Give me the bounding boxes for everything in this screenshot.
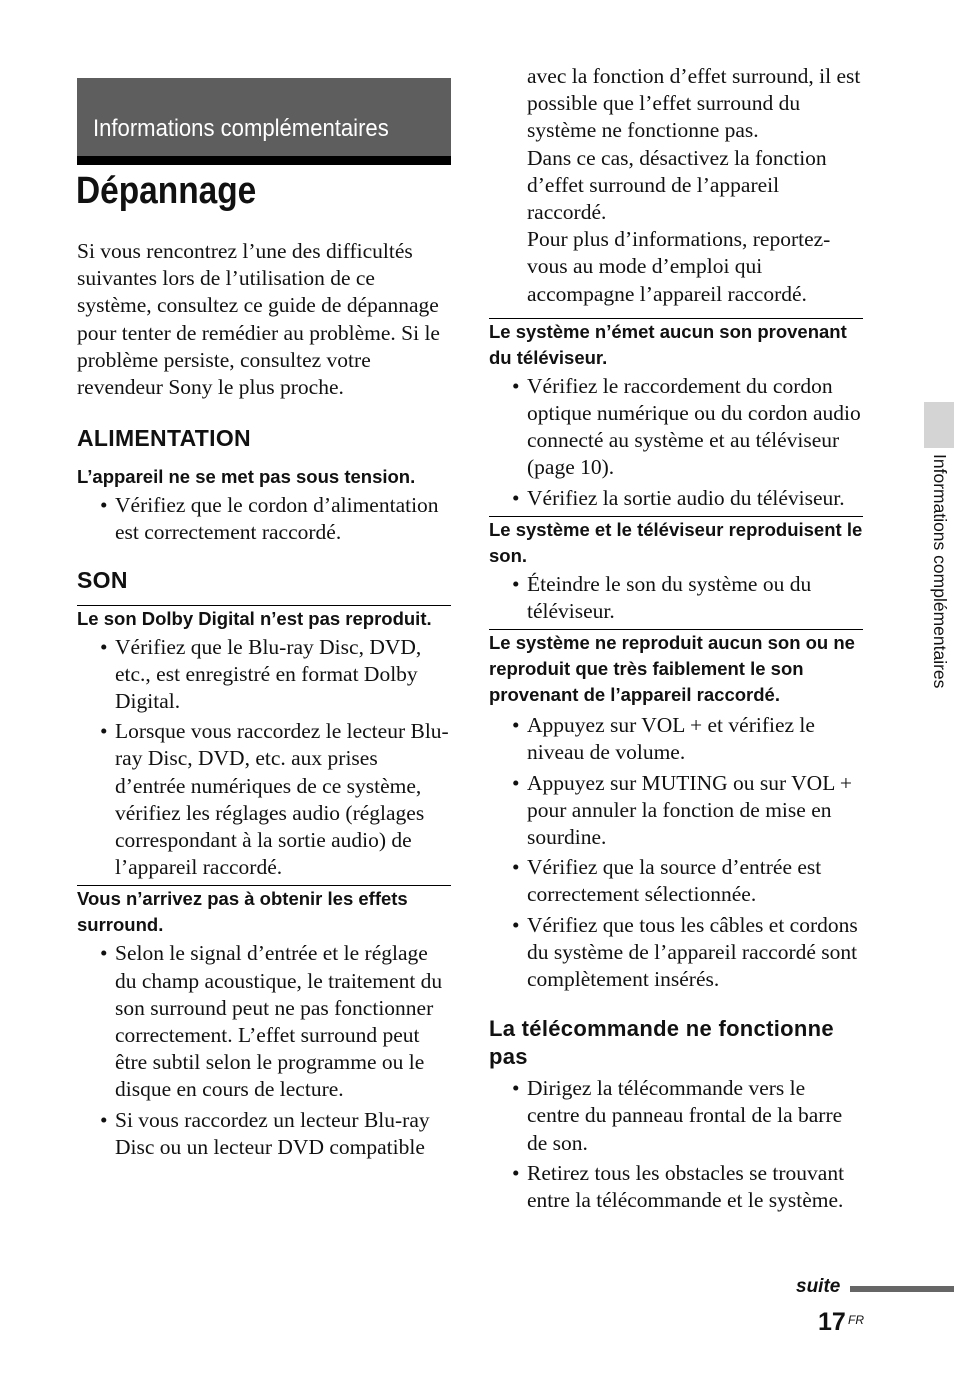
right-column	[489, 63, 863, 1217]
list-item: • Appuyez sur VOL + et vérifiez le niveau de volume.	[527, 712, 863, 766]
question-dolby: Le son Dolby Digital n’est pas reproduit.	[77, 607, 432, 629]
side-tab-marker	[924, 402, 954, 448]
answer-list-surround	[77, 940, 451, 1161]
left-column	[77, 236, 451, 1164]
intro-paragraph: Si vous rencontrez l’une des difficultés suivantes lors de l’utilisation de ce système, consultez ce guide de dépannage pour tenter de remédier au problème. Si le problème persiste, consultez votre revendeur Sony le plus proche.	[77, 239, 440, 400]
continued-label: suite	[796, 1276, 841, 1297]
list-item: • Si vous raccordez un lecteur Blu-ray Disc ou un lecteur DVD compatible	[115, 1107, 451, 1161]
list-item: • Dirigez la télécommande vers le centre du panneau frontal de la barre de son.	[527, 1075, 863, 1157]
list-item: • Selon le signal d’entrée et le réglage du champ acoustique, le traitement du son surround peut ne pas fonctionner correctement. L’effet surround peut être subtil selon le programme ou le disque en cours de lecture.	[115, 940, 451, 1103]
answer-list-double-sound	[489, 571, 863, 625]
heading-alimentation: ALIMENTATION	[77, 425, 251, 452]
side-section-label-text: Informations complémentaires	[930, 454, 950, 689]
section-banner	[77, 78, 451, 165]
answer-list-dolby	[77, 634, 451, 882]
question-no-device-sound: Le système ne reproduit aucun son ou ne reproduit que très faiblement le son provenant de l’appareil raccordé.	[489, 632, 855, 706]
answer-list-no-power	[77, 492, 451, 546]
question-double-sound: Le système et le téléviseur reproduisent le son.	[489, 518, 863, 566]
continued-paragraph: Dans ce cas, désactivez la fonction d’effet surround de l’appareil raccordé.	[527, 145, 827, 225]
continued-paragraph: avec la fonction d’effet surround, il est possible que l’effet surround du système ne fonctionne pas.	[527, 64, 861, 143]
list-item: • Éteindre le son du système ou du téléviseur.	[527, 571, 863, 625]
answer-list-telecommande	[489, 1075, 863, 1214]
list-item: • Vérifiez le raccordement du cordon optique numérique ou du cordon audio connecté au système et au téléviseur (page 10).	[527, 373, 863, 482]
list-item: • Appuyez sur MUTING ou sur VOL + pour annuler la fonction de mise en sourdine.	[527, 770, 863, 852]
question-surround: Vous n’arrivez pas à obtenir les effets surround.	[77, 888, 408, 936]
list-item: • Lorsque vous raccordez le lecteur Blu-ray Disc, DVD, etc. aux prises d’entrée numériques de ce système, vérifiez les réglages audio (réglages correspondant à la sortie audio) de l’appareil raccordé.	[115, 718, 451, 881]
list-item: • Vérifiez la sortie audio du téléviseur.	[527, 485, 863, 512]
heading-son: SON	[77, 566, 128, 593]
continued-bar	[850, 1286, 954, 1292]
question-no-power: L’appareil ne se met pas sous tension.	[77, 466, 416, 488]
side-section-label	[924, 454, 954, 774]
list-item: • Vérifiez que le cordon d’alimentation est correctement raccordé.	[115, 492, 451, 546]
continued-paragraph: Pour plus d’informations, reportez-vous au mode d’emploi qui accompagne l’appareil raccordé.	[527, 227, 831, 306]
answer-list-no-device-sound	[489, 712, 863, 993]
section-banner-label: Informations complémentaires	[93, 115, 389, 142]
list-item: • Vérifiez que la source d’entrée est correctement sélectionnée.	[527, 854, 863, 908]
page-title: Dépannage	[76, 170, 257, 212]
list-item: • Vérifiez que le Blu-ray Disc, DVD, etc., est enregistré en format Dolby Digital.	[115, 634, 451, 716]
list-item: • Retirez tous les obstacles se trouvant entre la télécommande et le système.	[527, 1160, 863, 1214]
page-language: FR	[848, 1313, 864, 1327]
heading-telecommande: La télécommande ne fonctionne pas	[489, 1016, 834, 1070]
list-item: • Vérifiez que tous les câbles et cordons du système de l’appareil raccordé sont complètement insérés.	[527, 912, 863, 994]
answer-list-no-tv-sound	[489, 373, 863, 512]
page-number: 17	[818, 1308, 846, 1336]
question-no-tv-sound: Le système n’émet aucun son provenant du téléviseur.	[489, 320, 847, 368]
